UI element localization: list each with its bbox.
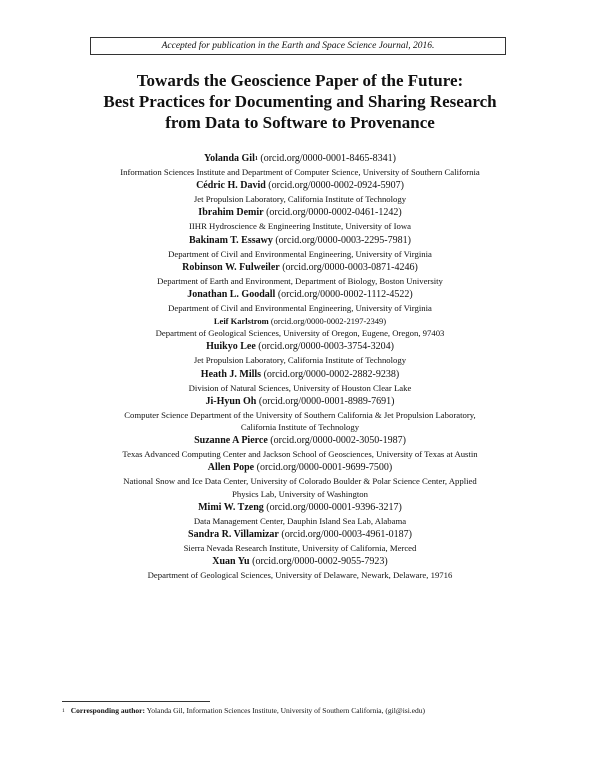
title-line-2: Best Practices for Documenting and Sharing Research: [103, 92, 497, 111]
publication-banner: Accepted for publication in the Earth and Space Science Journal, 2016.: [90, 37, 506, 55]
author-name: Ibrahim Demir: [198, 207, 264, 219]
author-name: Yolanda Gil: [204, 153, 255, 164]
footnote-marker: 1: [254, 156, 258, 162]
author-entry: [40, 340, 560, 366]
paper-title: [0, 70, 600, 133]
author-name: Mimi W. Tzeng: [198, 501, 264, 513]
footnote-number: 1: [62, 708, 65, 714]
footnote-text: Yolanda Gil, Information Sciences Institute, University of Southern California, (gil@isi.edu): [146, 706, 425, 715]
author-name: Bakinam T. Essawy: [189, 234, 273, 246]
author-entry: [40, 315, 560, 339]
title-line-3: from Data to Software to Provenance: [165, 113, 435, 132]
footnote-label: Corresponding author:: [70, 706, 145, 715]
author-name: Xuan Yu: [212, 556, 250, 568]
author-list: [40, 152, 560, 582]
author-name: Cédric H. David: [196, 180, 266, 192]
author-affiliation: Department of Civil and Environmental Engineering, University of Virginia: [168, 303, 432, 314]
author-name: Allen Pope: [207, 462, 255, 474]
author-orcid: (orcid.org/0000-0002-2197-2349): [270, 316, 387, 327]
author-entry: [40, 288, 560, 314]
author-orcid: (orcid.org/0000-0002-0461-1242): [266, 207, 402, 219]
author-affiliation: Computer Science Department of the University of Southern California & Jet Propulsion Laboratory,: [124, 409, 476, 420]
author-affiliation: Department of Geological Sciences, University of Delaware, Newark, Delaware, 19716: [147, 570, 453, 581]
author-orcid: (orcid.org/0000-0002-3050-1987): [270, 435, 406, 447]
author-orcid: (orcid.org/0000-0002-0924-5907): [268, 180, 404, 192]
author-affiliation: Data Management Center, Dauphin Island Sea Lab, Alabama: [193, 515, 407, 526]
author-orcid: (orcid.org/0000-0001-8989-7691): [258, 395, 395, 407]
author-orcid: (orcid.org/0000-0002-9055-7923): [252, 556, 388, 568]
author-entry: [40, 234, 560, 260]
corresponding-author-footnote: [62, 706, 562, 716]
author-name: Ji-Hyun Oh: [205, 395, 257, 407]
author-affiliation: Texas Advanced Computing Center and Jackson School of Geosciences, University of Texas at Austin: [122, 449, 478, 460]
author-affiliation: Jet Propulsion Laboratory, California Institute of Technology: [193, 355, 407, 366]
author-name: Heath J. Mills: [200, 368, 262, 380]
footnote-divider: [62, 701, 210, 702]
author-affiliation: Department of Civil and Environmental Engineering, University of Virginia: [168, 248, 432, 259]
author-affiliation-cont: Physics Lab, University of Washington: [232, 488, 368, 499]
author-affiliation: IIHR Hydroscience & Engineering Institute, University of Iowa: [189, 221, 411, 232]
author-name: Huikyo Lee: [206, 341, 256, 353]
author-affiliation: Department of Earth and Environment, Department of Biology, Boston University: [157, 275, 443, 286]
author-name: Robinson W. Fulweiler: [182, 261, 280, 273]
author-affiliation: Division of Natural Sciences, University of Houston Clear Lake: [188, 382, 412, 393]
author-affiliation: Information Sciences Institute and Department of Computer Science, University of Southern California: [120, 167, 480, 177]
author-entry: [40, 368, 560, 394]
author-affiliation-cont: California Institute of Technology: [240, 422, 360, 433]
author-entry: [40, 206, 560, 232]
author-orcid: (orcid.org/0000-0002-2882-9238): [263, 368, 400, 380]
author-orcid: (orcid.org/0000-0001-9396-3217): [266, 501, 402, 513]
author-entry: [40, 179, 560, 205]
author-affiliation: Sierra Nevada Research Institute, University of California, Merced: [183, 543, 417, 554]
author-orcid: (orcid.org/000-0003-4961-0187): [281, 529, 412, 541]
author-orcid: (orcid.org/0000-0001-8465-8341): [260, 153, 396, 164]
author-entry: [40, 395, 560, 433]
author-entry: [40, 152, 560, 178]
author-name: Sandra R. Villamizar: [188, 529, 279, 541]
author-entry: [40, 261, 560, 287]
author-entry: [40, 528, 560, 554]
title-line-1: Towards the Geoscience Paper of the Future:: [136, 71, 464, 90]
author-name: Suzanne A Pierce: [194, 435, 268, 447]
author-orcid: (orcid.org/0000-0003-0871-4246): [282, 261, 418, 273]
author-orcid: (orcid.org/0000-0003-2295-7981): [275, 234, 411, 246]
author-entry: [40, 461, 560, 499]
author-orcid: (orcid.org/0000-0003-3754-3204): [258, 341, 394, 353]
author-orcid: (orcid.org/0000-0001-9699-7500): [256, 462, 393, 474]
author-affiliation: Department of Geological Sciences, University of Oregon, Eugene, Oregon, 97403: [155, 328, 445, 339]
author-entry: [40, 501, 560, 527]
author-affiliation: National Snow and Ice Data Center, University of Colorado Boulder & Polar Science Center, Applied: [123, 476, 477, 487]
author-orcid: (orcid.org/0000-0002-1112-4522): [277, 289, 413, 301]
author-affiliation: Jet Propulsion Laboratory, California Institute of Technology: [193, 194, 407, 205]
author-name: Leif Karlstrom: [213, 316, 269, 327]
author-name: Jonathan L. Goodall: [187, 289, 276, 301]
author-entry: [40, 434, 560, 460]
author-entry: [40, 555, 560, 581]
